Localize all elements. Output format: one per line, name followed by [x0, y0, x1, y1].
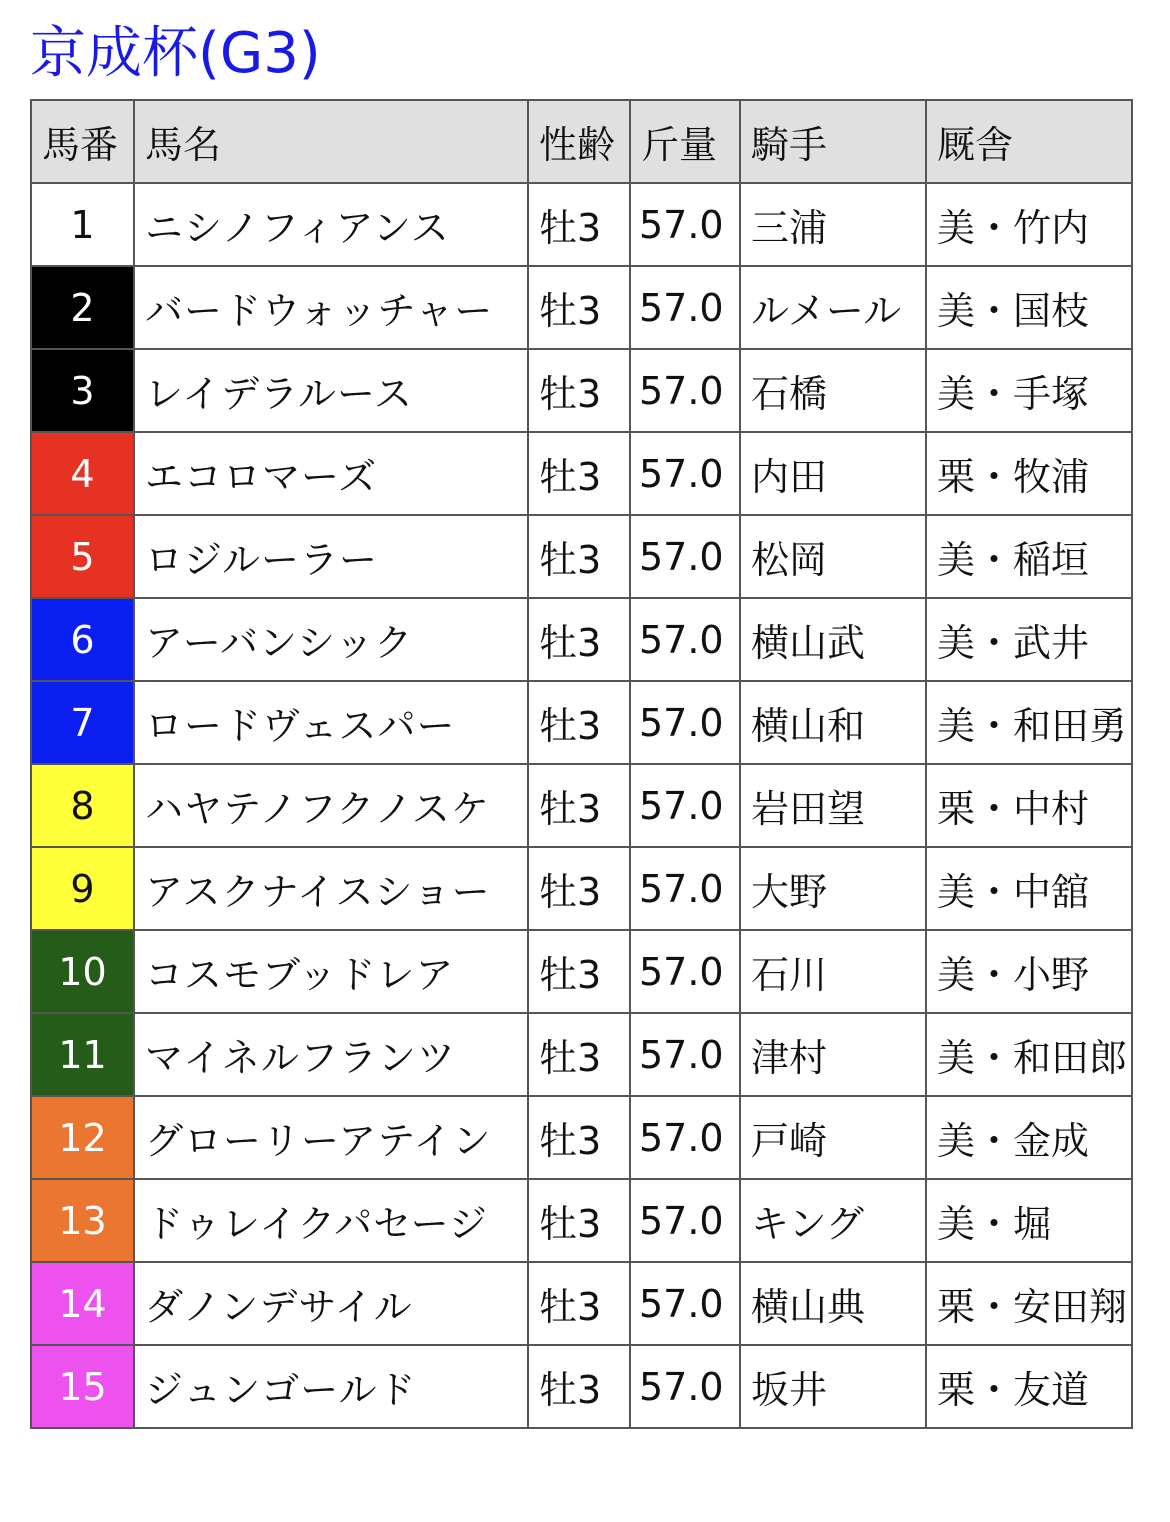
table-row [31, 1096, 1132, 1179]
stable-cell: 美・稲垣 [926, 515, 1132, 598]
horse-number-cell: 2 [31, 266, 134, 349]
horse-name-cell: ジュンゴールド [134, 1345, 528, 1428]
table-row [31, 266, 1132, 349]
weight-cell: 57.0 [630, 1179, 740, 1262]
weight-cell: 57.0 [630, 183, 740, 266]
table-row [31, 1345, 1132, 1428]
jockey-cell: 横山典 [740, 1262, 926, 1345]
horse-name-cell: ニシノフィアンス [134, 183, 528, 266]
horse-number-cell: 6 [31, 598, 134, 681]
sex-age-cell: 牡3 [528, 1013, 630, 1096]
sex-age-cell: 牡3 [528, 930, 630, 1013]
horse-name-cell: レイデラルース [134, 349, 528, 432]
sex-age-cell: 牡3 [528, 681, 630, 764]
horse-number-cell: 14 [31, 1262, 134, 1345]
weight-cell: 57.0 [630, 515, 740, 598]
horse-name-cell: アスクナイスショー [134, 847, 528, 930]
weight-cell: 57.0 [630, 349, 740, 432]
jockey-cell: 坂井 [740, 1345, 926, 1428]
jockey-cell: 石橋 [740, 349, 926, 432]
stable-cell: 美・金成 [926, 1096, 1132, 1179]
jockey-cell: 内田 [740, 432, 926, 515]
header-stable: 厩舎 [926, 100, 1132, 183]
sex-age-cell: 牡3 [528, 1179, 630, 1262]
jockey-cell: 三浦 [740, 183, 926, 266]
jockey-cell: 岩田望 [740, 764, 926, 847]
sex-age-cell: 牡3 [528, 515, 630, 598]
weight-cell: 57.0 [630, 681, 740, 764]
table-row [31, 681, 1132, 764]
weight-cell: 57.0 [630, 1096, 740, 1179]
stable-cell: 美・和田勇 [926, 681, 1132, 764]
stable-cell: 美・国枝 [926, 266, 1132, 349]
entry-table [30, 99, 1133, 1429]
stable-cell: 美・武井 [926, 598, 1132, 681]
horse-number-cell: 8 [31, 764, 134, 847]
stable-cell: 栗・友道 [926, 1345, 1132, 1428]
weight-cell: 57.0 [630, 432, 740, 515]
weight-cell: 57.0 [630, 1013, 740, 1096]
jockey-cell: ルメール [740, 266, 926, 349]
sex-age-cell: 牡3 [528, 764, 630, 847]
weight-cell: 57.0 [630, 598, 740, 681]
jockey-cell: 大野 [740, 847, 926, 930]
horse-name-cell: コスモブッドレア [134, 930, 528, 1013]
horse-name-cell: ロジルーラー [134, 515, 528, 598]
horse-number-cell: 1 [31, 183, 134, 266]
stable-cell: 栗・中村 [926, 764, 1132, 847]
horse-number-cell: 5 [31, 515, 134, 598]
stable-cell: 美・手塚 [926, 349, 1132, 432]
horse-name-cell: ドゥレイクパセージ [134, 1179, 528, 1262]
jockey-cell: 石川 [740, 930, 926, 1013]
weight-cell: 57.0 [630, 847, 740, 930]
jockey-cell: 横山和 [740, 681, 926, 764]
jockey-cell: キング [740, 1179, 926, 1262]
entry-body [31, 183, 1132, 1428]
weight-cell: 57.0 [630, 764, 740, 847]
horse-number-cell: 12 [31, 1096, 134, 1179]
horse-name-cell: ダノンデサイル [134, 1262, 528, 1345]
table-row [31, 598, 1132, 681]
stable-cell: 美・中舘 [926, 847, 1132, 930]
jockey-cell: 戸崎 [740, 1096, 926, 1179]
jockey-cell: 横山武 [740, 598, 926, 681]
horse-name-cell: エコロマーズ [134, 432, 528, 515]
table-row [31, 349, 1132, 432]
horse-name-cell: ハヤテノフクノスケ [134, 764, 528, 847]
table-row [31, 515, 1132, 598]
sex-age-cell: 牡3 [528, 266, 630, 349]
horse-name-cell: ロードヴェスパー [134, 681, 528, 764]
sex-age-cell: 牡3 [528, 598, 630, 681]
header-weight: 斤量 [630, 100, 740, 183]
sex-age-cell: 牡3 [528, 847, 630, 930]
horse-number-cell: 10 [31, 930, 134, 1013]
header-jockey: 騎手 [740, 100, 926, 183]
table-row [31, 930, 1132, 1013]
sex-age-cell: 牡3 [528, 1262, 630, 1345]
header-number: 馬番 [31, 100, 134, 183]
table-row [31, 1262, 1132, 1345]
horse-number-cell: 7 [31, 681, 134, 764]
stable-cell: 栗・安田翔 [926, 1262, 1132, 1345]
table-row [31, 183, 1132, 266]
horse-name-cell: バードウォッチャー [134, 266, 528, 349]
stable-cell: 栗・牧浦 [926, 432, 1132, 515]
horse-number-cell: 13 [31, 1179, 134, 1262]
horse-number-cell: 4 [31, 432, 134, 515]
horse-number-cell: 15 [31, 1345, 134, 1428]
horse-number-cell: 9 [31, 847, 134, 930]
weight-cell: 57.0 [630, 266, 740, 349]
header-row [31, 100, 1132, 183]
sex-age-cell: 牡3 [528, 1096, 630, 1179]
table-row [31, 432, 1132, 515]
sex-age-cell: 牡3 [528, 1345, 630, 1428]
horse-name-cell: アーバンシック [134, 598, 528, 681]
stable-cell: 美・和田郎 [926, 1013, 1132, 1096]
stable-cell: 美・竹内 [926, 183, 1132, 266]
table-row [31, 764, 1132, 847]
stable-cell: 美・小野 [926, 930, 1132, 1013]
weight-cell: 57.0 [630, 1345, 740, 1428]
sex-age-cell: 牡3 [528, 183, 630, 266]
horse-name-cell: グローリーアテイン [134, 1096, 528, 1179]
header-horse: 馬名 [134, 100, 528, 183]
weight-cell: 57.0 [630, 1262, 740, 1345]
jockey-cell: 津村 [740, 1013, 926, 1096]
horse-name-cell: マイネルフランツ [134, 1013, 528, 1096]
header-sex-age: 性齢 [528, 100, 630, 183]
stable-cell: 美・堀 [926, 1179, 1132, 1262]
table-row [31, 1179, 1132, 1262]
table-row [31, 847, 1132, 930]
horse-number-cell: 3 [31, 349, 134, 432]
sex-age-cell: 牡3 [528, 349, 630, 432]
sex-age-cell: 牡3 [528, 432, 630, 515]
horse-number-cell: 11 [31, 1013, 134, 1096]
jockey-cell: 松岡 [740, 515, 926, 598]
weight-cell: 57.0 [630, 930, 740, 1013]
page-title: 京成杯(G3) [30, 21, 321, 86]
table-row [31, 1013, 1132, 1096]
